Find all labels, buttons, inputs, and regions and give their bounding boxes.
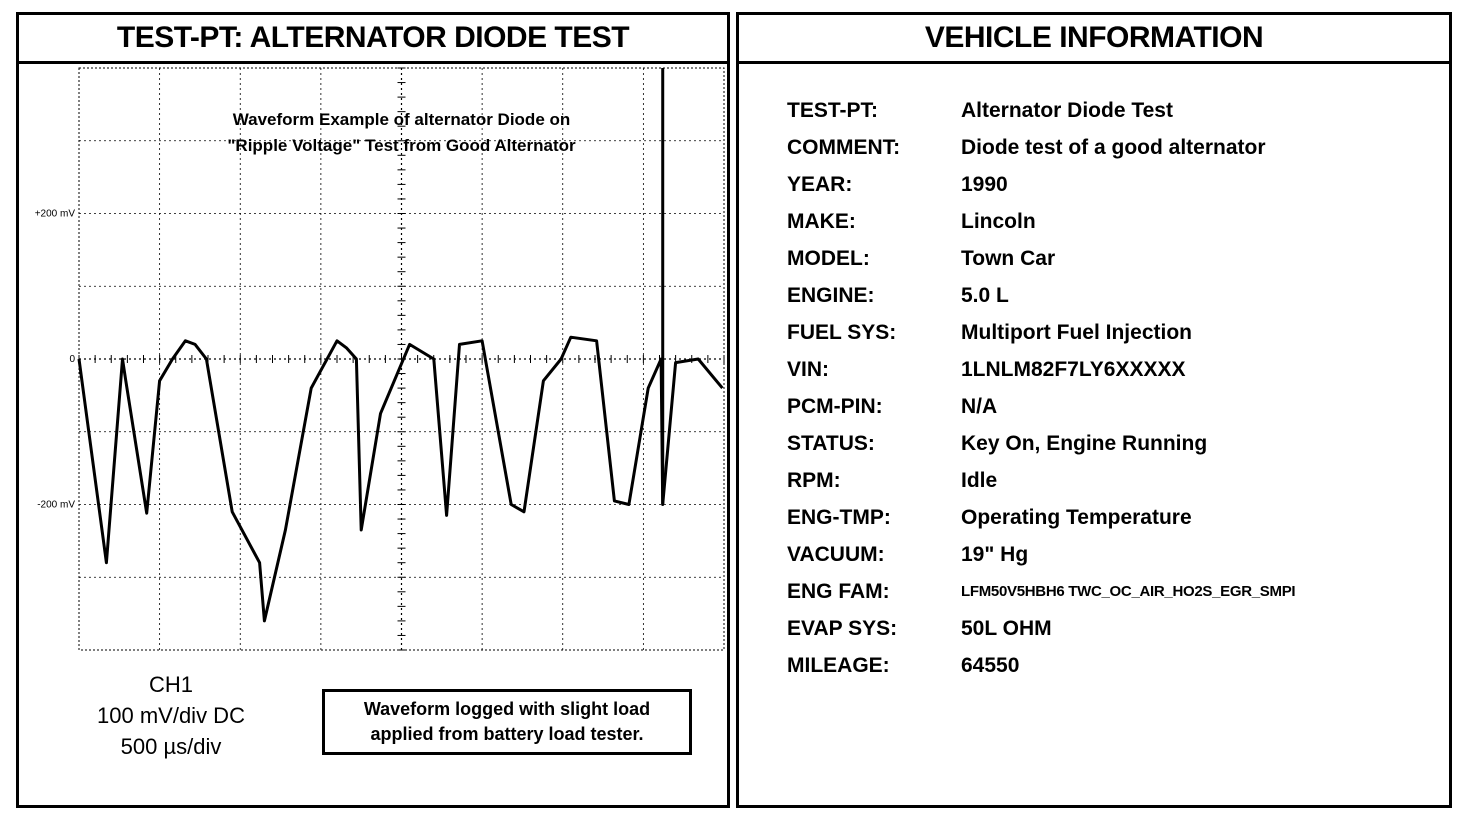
info-value: Alternator Diode Test — [961, 98, 1173, 122]
info-label: COMMENT: — [787, 135, 901, 159]
axis-minor-ticks — [79, 68, 724, 650]
info-row — [787, 203, 1295, 240]
info-label: VIN: — [787, 357, 829, 381]
channel-info — [71, 669, 271, 762]
info-row — [787, 462, 1295, 499]
info-label: FUEL SYS: — [787, 320, 897, 344]
y-tick-label: -200 mV — [37, 499, 75, 511]
y-tick-label: +200 mV — [34, 208, 75, 220]
info-row — [787, 499, 1295, 536]
info-label: MODEL: — [787, 246, 870, 270]
info-row — [787, 425, 1295, 462]
info-value: Idle — [961, 468, 998, 492]
info-row — [787, 240, 1295, 277]
info-row — [787, 536, 1295, 573]
chart-title: Waveform Example of alternator Diode on — [232, 110, 571, 129]
info-value: Multiport Fuel Injection — [961, 320, 1192, 344]
info-value: 5.0 L — [961, 283, 1009, 307]
info-label: YEAR: — [787, 172, 853, 196]
time-scale: 500 µs/div — [120, 734, 222, 759]
info-value: Diode test of a good alternator — [961, 135, 1266, 159]
info-value: 1990 — [961, 172, 1008, 196]
channel-label: CH1 — [148, 672, 193, 697]
info-label: VACUUM: — [787, 542, 885, 566]
info-value: Key On, Engine Running — [961, 431, 1208, 455]
info-row — [787, 314, 1295, 351]
oscilloscope-panel — [16, 12, 730, 808]
info-value: Operating Temperature — [961, 505, 1192, 529]
vertical-scale: 100 mV/div DC — [97, 703, 245, 728]
y-tick-label: 0 — [69, 354, 75, 365]
info-row — [787, 647, 1295, 684]
info-value: Town Car — [961, 246, 1056, 270]
info-value: 19" Hg — [961, 542, 1029, 566]
info-row — [787, 573, 1295, 610]
info-label: ENGINE: — [787, 283, 875, 307]
info-row — [787, 92, 1295, 129]
info-label: MILEAGE: — [787, 653, 890, 677]
info-label: ENG-TMP: — [787, 505, 891, 529]
left-panel-title: TEST-PT: ALTERNATOR DIODE TEST — [19, 15, 727, 64]
vehicle-info-table — [787, 92, 1295, 684]
chart-title: "Ripple Voltage" Test from Good Alternator — [227, 136, 576, 155]
info-value: LFM50V5HBH6 TWC_OC_AIR_HO2S_EGR_SMPI — [961, 583, 1296, 600]
info-value: 50L OHM — [961, 616, 1052, 640]
info-label: TEST-PT: — [787, 98, 879, 122]
vehicle-info-panel — [736, 12, 1452, 808]
right-panel-title: VEHICLE INFORMATION — [739, 15, 1449, 64]
info-label: PCM-PIN: — [787, 394, 883, 418]
info-label: STATUS: — [787, 431, 875, 455]
info-row — [787, 351, 1295, 388]
info-label: MAKE: — [787, 209, 856, 233]
info-row — [787, 610, 1295, 647]
info-label: ENG FAM: — [787, 579, 890, 603]
ripple-waveform — [79, 337, 722, 621]
info-value: N/A — [961, 394, 998, 418]
load-note: Waveform logged with slight load applied from battery load tester. — [322, 689, 692, 755]
info-value: 64550 — [961, 653, 1020, 677]
info-label: EVAP SYS: — [787, 616, 898, 640]
info-row — [787, 129, 1295, 166]
info-row — [787, 388, 1295, 425]
info-label: RPM: — [787, 468, 841, 492]
info-value: 1LNLM82F7LY6XXXXX — [961, 357, 1186, 381]
info-row — [787, 166, 1295, 203]
info-row — [787, 277, 1295, 314]
info-value: Lincoln — [961, 209, 1036, 233]
